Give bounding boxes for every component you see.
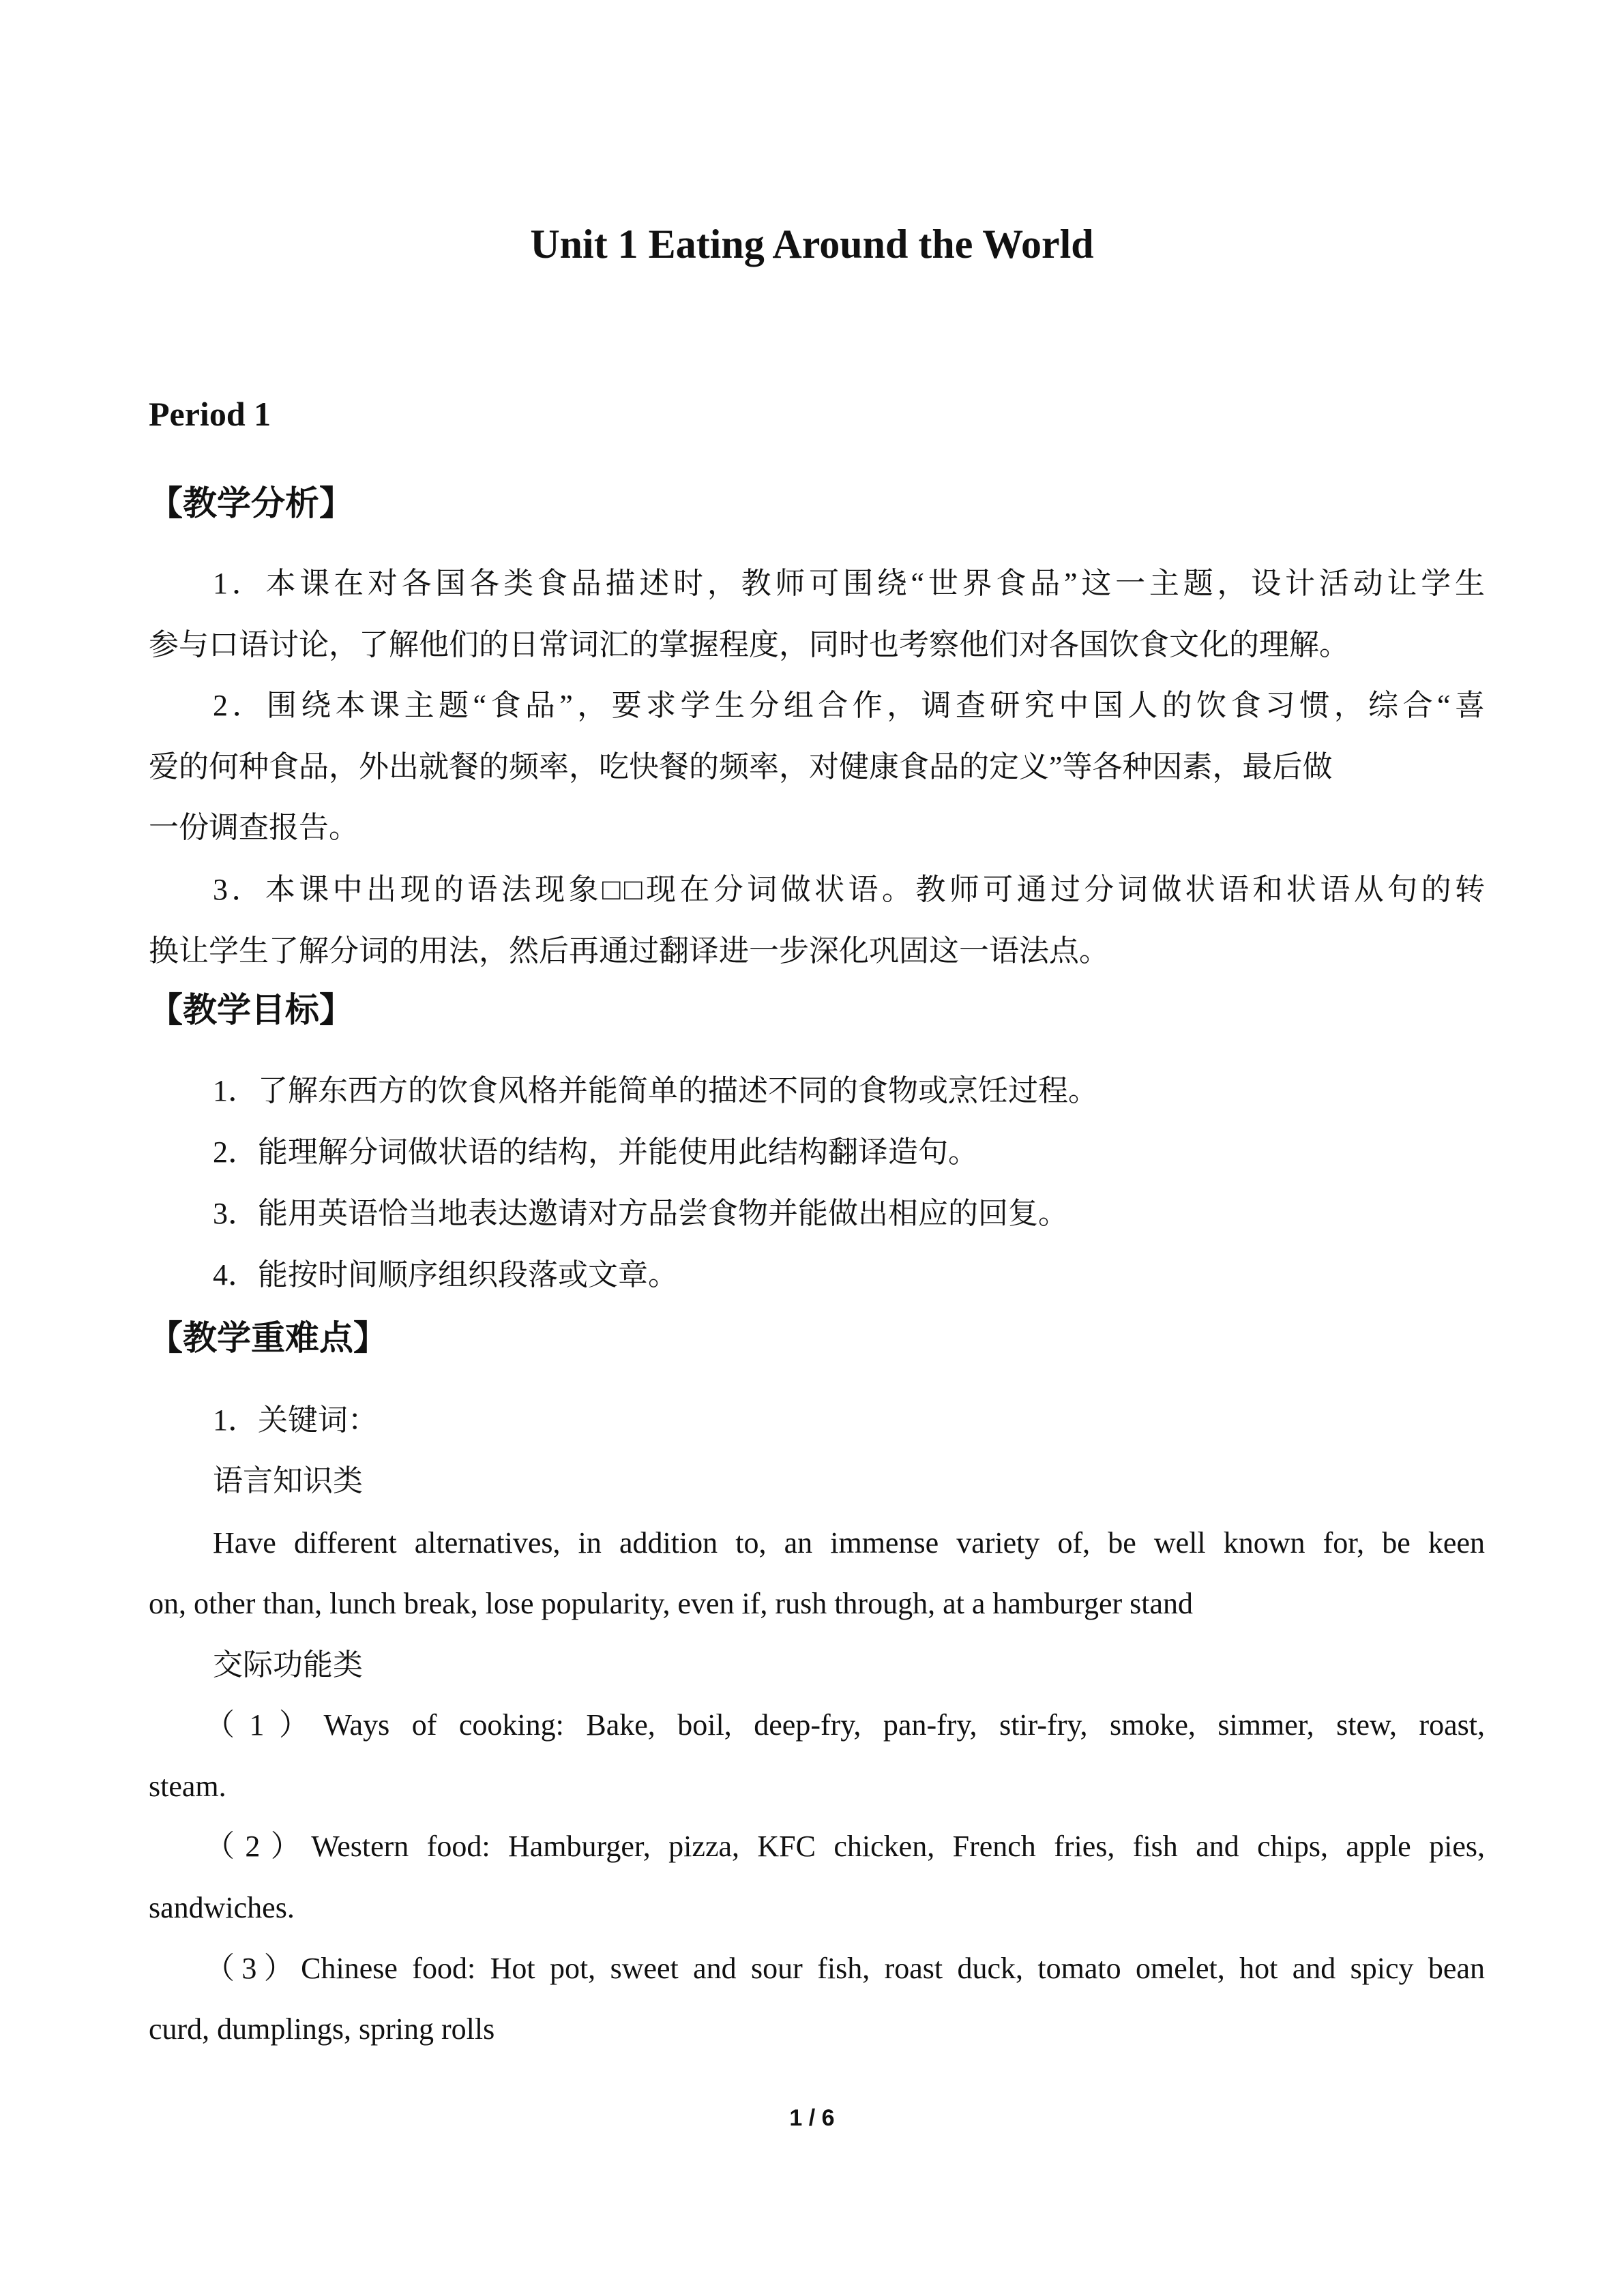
objective-item-1: 1．了解东西方的饮食风格并能简单的描述不同的食物或烹饪过程。 [213,1074,1098,1107]
page-number: 1 / 6 [789,2105,835,2131]
analysis-line-7: 换让学生了解分词的用法，然后再通过翻译进一步深化巩固这一语法点。 [149,934,1109,968]
objective-item-4: 4．能按时间顺序组织段落或文章。 [213,1258,678,1292]
analysis-line-5: 一份调查报告。 [149,811,359,844]
communication-function-label: 交际功能类 [213,1648,363,1682]
section-heading-analysis: 【教学分析】 [149,483,353,523]
section-heading-objectives: 【教学目标】 [149,990,353,1030]
cooking-ways-line-1: （1）Ways of cooking: Bake, boil, deep-fry, pan-fry, stir-fry, smoke, simmer, stew, roast, [205,1708,1485,1742]
cooking-ways-line-2: steam. [149,1770,226,1803]
analysis-line-1: 1．本课在对各国各类食品描述时，教师可围绕“世界食品”这一主题，设计活动让学生 [213,567,1485,600]
language-knowledge-line-1: Have different alternatives, in addition to, an immense variety of, be well known for, be keen [213,1526,1485,1560]
western-food-line-1: （2）Western food: Hamburger, pizza, KFC chicken, French fries, fish and chips, apple pies, [205,1830,1485,1863]
section-heading-keypoints: 【教学重难点】 [149,1318,387,1358]
language-knowledge-line-2: on, other than, lunch break, lose popularity, even if, rush through, at a hamburger stand [149,1587,1194,1620]
objective-item-2: 2．能理解分词做状语的结构，并能使用此结构翻译造句。 [213,1135,978,1169]
language-knowledge-label: 语言知识类 [213,1464,363,1497]
chinese-food-line-1: （3）Chinese food: Hot pot, sweet and sour fish, roast duck, tomato omelet, hot and spicy bean [205,1952,1485,1985]
analysis-line-6: 3．本课中出现的语法现象□□现在分词做状语。教师可通过分词做状语和状语从句的转 [213,873,1485,906]
objective-item-3: 3．能用英语恰当地表达邀请对方品尝食物并能做出相应的回复。 [213,1197,1068,1230]
western-food-line-2: sandwiches. [149,1891,295,1924]
analysis-line-4: 爱的何种食品，外出就餐的频率，吃快餐的频率，对健康食品的定义”等各种因素，最后做 [149,750,1333,784]
analysis-line-2: 参与口语讨论，了解他们的日常词汇的掌握程度，同时也考察他们对各国饮食文化的理解。 [149,628,1349,661]
analysis-line-3: 2．围绕本课主题“食品”，要求学生分组合作，调查研究中国人的饮食习惯，综合“喜 [213,689,1485,722]
keywords-label: 1．关键词： [213,1403,378,1437]
period-heading: Period 1 [149,395,271,433]
document-title: Unit 1 Eating Around the World [530,222,1094,267]
chinese-food-line-2: curd, dumplings, spring rolls [149,2012,495,2046]
